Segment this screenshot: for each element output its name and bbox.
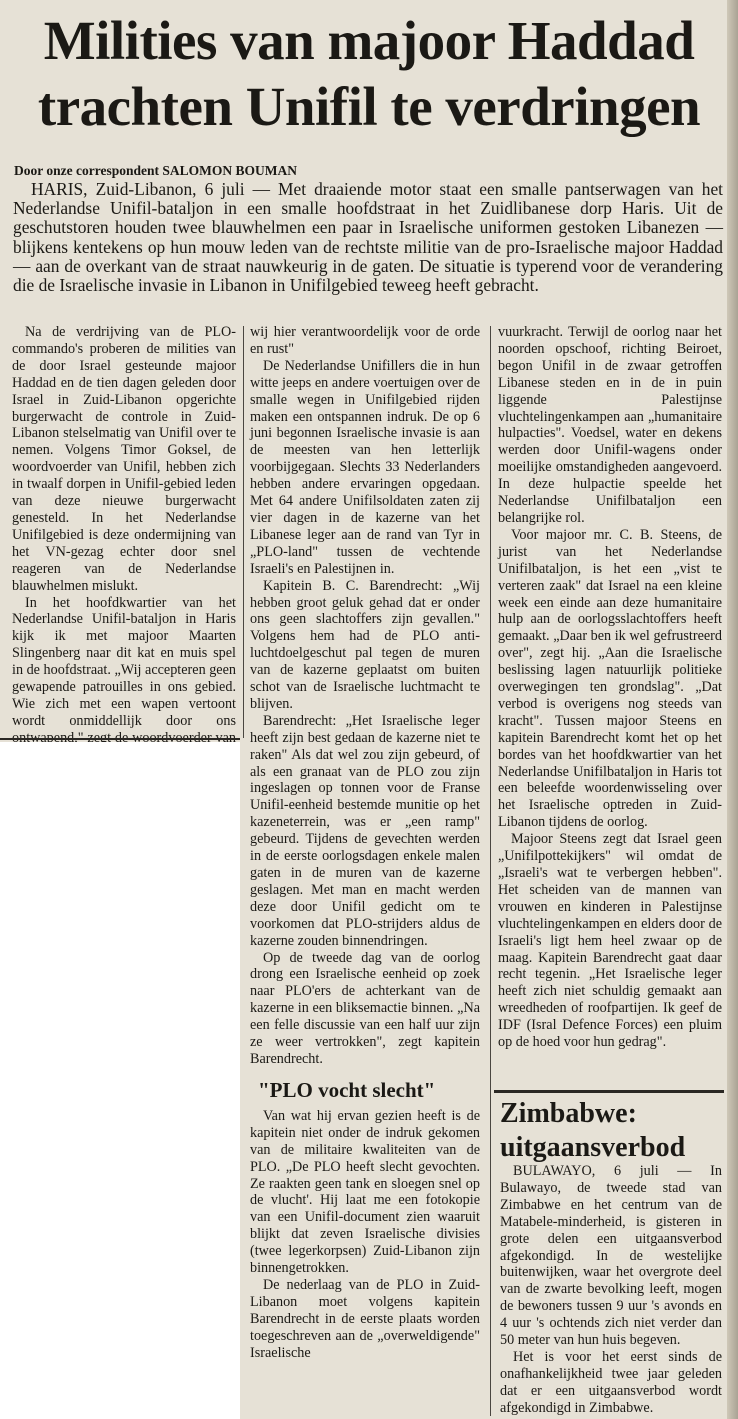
column-divider-2	[490, 326, 491, 1416]
blank-area	[0, 742, 240, 1419]
column-end-rule	[0, 738, 240, 740]
subheading: "PLO vocht slecht"	[258, 1077, 436, 1102]
body-paragraph: BULAWAYO, 6 juli — In Bulawayo, de tweede stad van Zimbabwe en het centrum van de Matabele-minderheid, is gisteren in grote delen een uitgaansverbod afgekondigd. In de westelijke buitenwijken, waar het overgrote deel van de zwarte bevolking leeft, mogen de bewoners tussen 9 uur 's avonds en 4 uur 's ochtends zich niet verder dan 50 meter van hun huis begeven.	[500, 1163, 722, 1349]
body-paragraph: Barendrecht: „Het Israelische leger heeft zijn best gedaan de kazerne niet te raken" Als dat wel zou zijn gebeurd, of als een granaat van de PLO zou zijn ingeslagen op tonnen voor de Franse Unifil-eenheid bestemde munitie op het kazeneterrein, was er „een ramp" gebeurd. Tijdens de gevechten werden in de eerste oorlogsdagen enkele malen gaten in de muren van de kazerne geslagen. Met man en macht werden deze door Unifil gedicht om te voorkomen dat PLO-strijders aldus de kazerne zouden binnendringen.	[250, 712, 480, 949]
body-paragraph: Kapitein B. C. Barendrecht: „Wij hebben groot geluk gehad dat er onder ons geen slachtoffers zijn gevallen." Volgens hem had de PLO anti-luchtdoelgeschut pal tegen de muren van de kazerne geplaatst om buiten schot van de Israelische luchtmacht te blijven.	[250, 577, 480, 712]
body-paragraph: De nederlaag van de PLO in Zuid-Libanon moet volgens kapitein Barendrecht in de eerste plaats worden toegeschreven aan de „overweldigende" Israelische	[250, 1276, 480, 1361]
sidebar-title-line-2: uitgaansverbod	[500, 1132, 686, 1163]
body-paragraph: De Nederlandse Unifillers die in hun witte jeeps en andere voertuigen over de smalle wegen in Unifilgebied rijden maken een ontspannen indruk. De op 6 juni begonnen Israelische invasie is aan de meesten van hen letterlijk voorbijgegaan. Slechts 33 Nederlanders hebben andere ervaringen opgedaan. Met 64 andere Unifilsoldaten zaten zij vier dagen in de kazerne van het Libanese leger aan de rand van Tyr in „PLO-land" tussen de vechtende Israeli's en Palestijnen in.	[250, 357, 480, 577]
body-paragraph: Op de tweede dag van de oorlog drong een Israelische eenheid op zoek naar PLO'ers de achterkant van de kazerne in een bliksemactie binnen. „Na een felle discussie van een half uur zijn ze weer vertrokken", zegt kapitein Barendrecht.	[250, 949, 480, 1067]
sidebar-article-body	[500, 1163, 722, 1417]
sidebar-title-line-1: Zimbabwe:	[500, 1098, 637, 1129]
body-paragraph: Majoor Steens zegt dat Israel geen „Unifilpottekijkers" wil omdat de „Israeli's wat te verbergen hebben". Het scheiden van de mannen van vrouwen en kinderen in Palestijnse vluchtelingenkampen en elders door de Israeli's ligt hem heel zwaar op de maag. Kapitein Barendrecht gaat daar recht tegenin. „Het Israelische leger heeft zich niet schuldig gemaakt aan wreedheden of roofpartijen. Ik geef de IDF (Isral Defence Forces) een pluim op de hoed voor hun gedrag".	[498, 831, 722, 1051]
sidebar-title	[500, 1097, 722, 1165]
body-paragraph: vuurkracht. Terwijl de oorlog naar het noorden opschoof, richting Beiroet, begon Unifil in de zwaar getroffen Libanese steden en in de in puin liggende Palestijnse vluchtelingenkampen aan „humanitaire hulpacties". Voedsel, water en dekens werden door Unifil-wagens onder moeilijke omstandigheden aangevoerd. In deze hulpactie speelde het Nederlandse Unifilbataljon een belangrijke rol.	[498, 324, 722, 526]
body-paragraph: Voor majoor mr. C. B. Steens, de jurist van het Nederlandse Unifilbataljon, is het een „vist te verteren zaak" dat Israel na een kleine week een einde aan deze humanitaire hulp aan de oorlogsslachtoffers heeft gemaakt. „Daar ben ik wel gefrustreerd over", zegt hij. „Aan die Israelische beslissing lagen natuurlijk politieke overwegingen ten grondslag". „Dat verbod is overigens nog steeds van kracht". Tussen majoor Steens en kapitein Barendrecht komt het op het bordes van het hoofdkwartier van het Nederlandse Unifilbataljon in Haris tot een beleefde woordenwisseling over het Israelische optreden in Zuid-Libanon tijdens de oorlog.	[498, 526, 722, 831]
body-paragraph: In het hoofdkwartier van het Nederlandse Unifil-bataljon in Haris kijk ik met majoor Maarten Slingenberg naar dit kat en muis spel in de hoofdstraat. „Wij accepteren geen gewapende patrouilles in ons gebied. Wie zich met een wapen vertoont wordt onmiddellijk door ons	[12, 594, 236, 729]
body-paragraph: Na de verdrijving van de PLO-commando's proberen de milities van de door Israel gesteunde majoor Haddad en de tien dagen geleden door Israel in Zuid-Libanon opgerichte burgerwacht de controle in Zuid-Libanon stelselmatig van Unifil over te nemen. Volgens Timor Goksel, de woordvoerder van Unifil, hebben zich in twaalf dorpen in Unifil-gebied leden van deze nieuwe burgerwacht genesteld. In het Nederlandse Unifilgebied is deze ondermijning van het VN-gezag echter door snel reageren van de Nederlandse blauwhelmen mislukt.	[12, 324, 236, 594]
sidebar-top-rule	[494, 1090, 724, 1093]
column-1	[12, 324, 236, 734]
column-3	[498, 324, 722, 1084]
lead-paragraph: HARIS, Zuid-Libanon, 6 juli — Met draaiende motor staat een smalle pantserwagen van het Nederlandse Unifil-bataljon in een smalle hoofdstraat in het Zuidlibanese dorp Haris. Uit de geschutstoren houden twee blauwhelmen een paar in Israelische uniformen gestoken Libanezen — blijkens kentekens op hun mouw leden van de rechtste militie van de pro-Israelische majoor Haddad — aan de overkant van de straat nauwkeurig in de gaten. De situatie is typerend voor de verandering die de Israelische invasie in Libanon in Unifilgebied teweeg heeft gebracht.	[13, 179, 723, 296]
body-paragraph: wij hier verantwoordelijk voor de orde en rust"	[250, 324, 480, 357]
headline	[12, 8, 726, 140]
body-paragraph: Van wat hij ervan gezien heeft is de kapitein niet onder de indruk gekomen van de militaire kwaliteiten van de PLO. „De PLO heeft slecht gevochten. Ze raakten geen tank en sloegen snel op de vlucht'. Hij laat me een fotokopie van een Unifil-document zien waaruit blijkt dat zeven Israelische divisies (twee legerkorpsen) Zuid-Libanon zijn binnengetrokken.	[250, 1107, 480, 1277]
headline-line-1: Milities van majoor Haddad	[43, 10, 695, 71]
column-2	[250, 324, 480, 1419]
headline-line-2: trachten Unifil te verdringen	[37, 76, 701, 137]
byline: Door onze correspondent SALOMON BOUMAN	[14, 163, 297, 178]
page-edge	[727, 0, 738, 1419]
column-divider-1	[243, 326, 244, 738]
body-paragraph: Het is voor het eerst sinds de onafhankelijkheid twee jaar geleden dat er een uitgaansverbod wordt afgekondigd in Zimbabwe.	[500, 1348, 722, 1416]
